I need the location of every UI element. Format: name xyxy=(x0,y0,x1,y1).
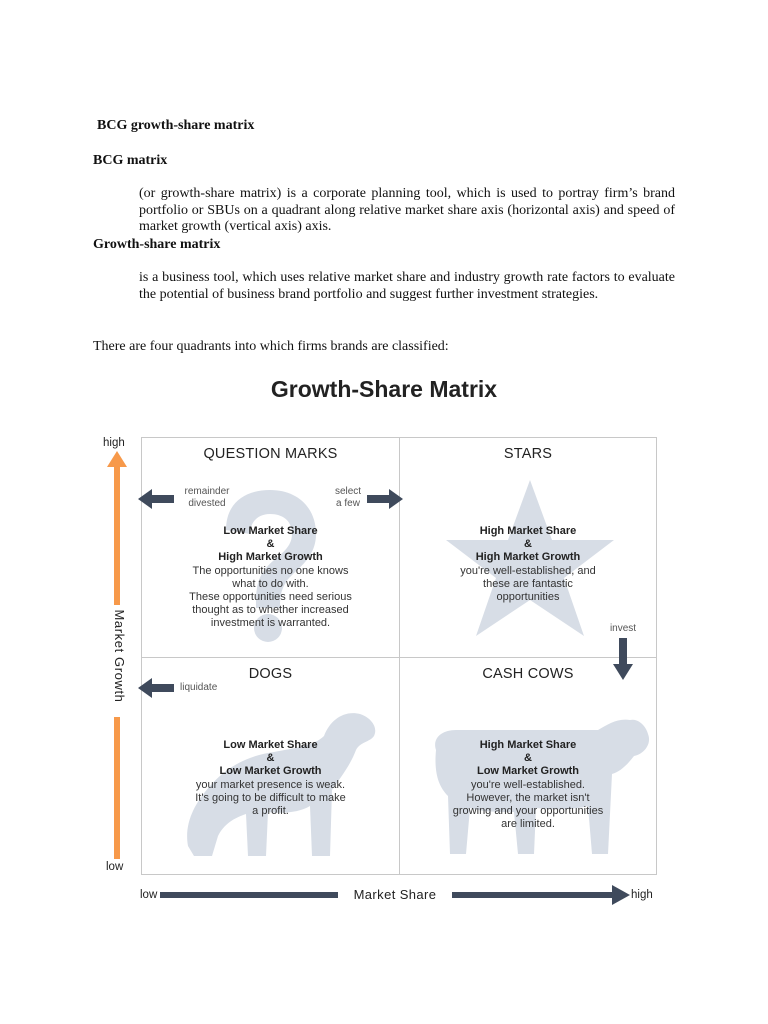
question-marks-line: what to do with. xyxy=(232,577,309,590)
y-axis-low-label: low xyxy=(106,861,124,873)
y-axis-arrowhead xyxy=(107,451,127,467)
note-select-line: select xyxy=(334,486,362,497)
stars-amp: & xyxy=(524,538,532,551)
note-remainder-line: remainder xyxy=(184,486,230,497)
arrow-left-remainder-icon xyxy=(138,488,178,510)
cash-cows-amp: & xyxy=(524,752,532,765)
dogs-share: Low Market Share xyxy=(223,739,318,751)
dogs-amp: & xyxy=(266,752,275,765)
quadrant-question-marks-title: QUESTION MARKS xyxy=(203,446,338,462)
quadrant-question-marks xyxy=(141,437,400,658)
question-marks-growth: High Market Growth xyxy=(218,551,323,564)
dogs-line: your market presence is weak. xyxy=(195,778,346,791)
dogs-line: a profit. xyxy=(252,805,289,818)
arrow-down-invest-icon xyxy=(612,638,634,682)
quadrant-dogs-title: DOGS xyxy=(248,666,293,682)
stars-line: these are fantastic xyxy=(483,577,573,590)
arrow-left-liquidate-icon xyxy=(138,677,178,699)
intro-text: There are four quadrants into which firms brands are classified: xyxy=(93,339,449,354)
x-axis-high-label: high xyxy=(631,889,653,901)
x-axis-bar-right xyxy=(452,892,612,898)
stars-growth: High Market Growth xyxy=(475,551,581,564)
note-remainder-line: divested xyxy=(188,498,226,509)
question-marks-amp: & xyxy=(266,538,275,551)
note-select-line: a few xyxy=(336,498,360,509)
y-axis-bar-lower xyxy=(114,717,120,859)
cash-cows-line: you're well-established. xyxy=(471,778,585,791)
question-marks-line: investment is warranted. xyxy=(210,617,331,630)
x-axis-low-label: low xyxy=(140,889,158,901)
document-title: BCG growth-share matrix xyxy=(97,118,255,133)
section-heading-bcg-matrix: BCG matrix xyxy=(93,153,168,168)
note-remainder-divested xyxy=(178,486,236,510)
stars-line: opportunities xyxy=(496,591,560,604)
x-axis-label: Market Share xyxy=(353,887,437,902)
question-marks-line: These opportunities need serious xyxy=(189,591,352,604)
quadrant-cash-cows xyxy=(399,657,657,875)
y-axis-high-label: high xyxy=(103,437,125,449)
stars-line: you're well-established, and xyxy=(460,564,596,577)
cash-cows-line: are limited. xyxy=(501,818,555,831)
cash-cows-share: High Market Share xyxy=(479,739,577,751)
y-axis-label: Market Growth xyxy=(112,609,127,703)
y-axis-bar-upper xyxy=(114,467,120,605)
figure-title: Growth-Share Matrix xyxy=(270,376,498,402)
dogs-line: It's going to be difficult to make xyxy=(195,791,346,804)
section-heading-growth-share-matrix: Growth-share matrix xyxy=(93,237,221,252)
note-invest: invest xyxy=(609,623,637,634)
section-body-bcg-matrix: (or growth-share matrix) is a corporate planning tool, which is used to portray firm’s brand portfolio or SBUs on a quadrant along relative market share axis (horizontal axis) and speed of market growth (vertical axis) axis. xyxy=(139,186,675,234)
arrow-right-select-icon xyxy=(366,488,404,510)
cash-cows-line: growing and your opportunities xyxy=(452,805,604,818)
section-body-growth-share-matrix: is a business tool, which uses relative market share and industry growth rate factors to evaluate the potential of business brand portfolio and suggest further investment strategies. xyxy=(139,270,675,302)
dogs-growth: Low Market Growth xyxy=(219,765,322,778)
quadrant-stars-title: STARS xyxy=(503,446,553,462)
note-liquidate: liquidate xyxy=(180,682,218,693)
question-marks-line: The opportunities no one knows xyxy=(192,564,349,577)
quadrant-cash-cows-title: CASH COWS xyxy=(482,666,574,682)
question-marks-line: thought as to whether increased xyxy=(192,604,349,617)
x-axis-arrowhead xyxy=(612,885,630,905)
note-select-a-few xyxy=(326,486,370,510)
cash-cows-line: However, the market isn't xyxy=(466,791,590,804)
x-axis-bar-left xyxy=(160,892,338,898)
cash-cows-growth: Low Market Growth xyxy=(476,765,580,778)
stars-share: High Market Share xyxy=(479,525,577,537)
question-marks-share: Low Market Share xyxy=(223,525,318,537)
